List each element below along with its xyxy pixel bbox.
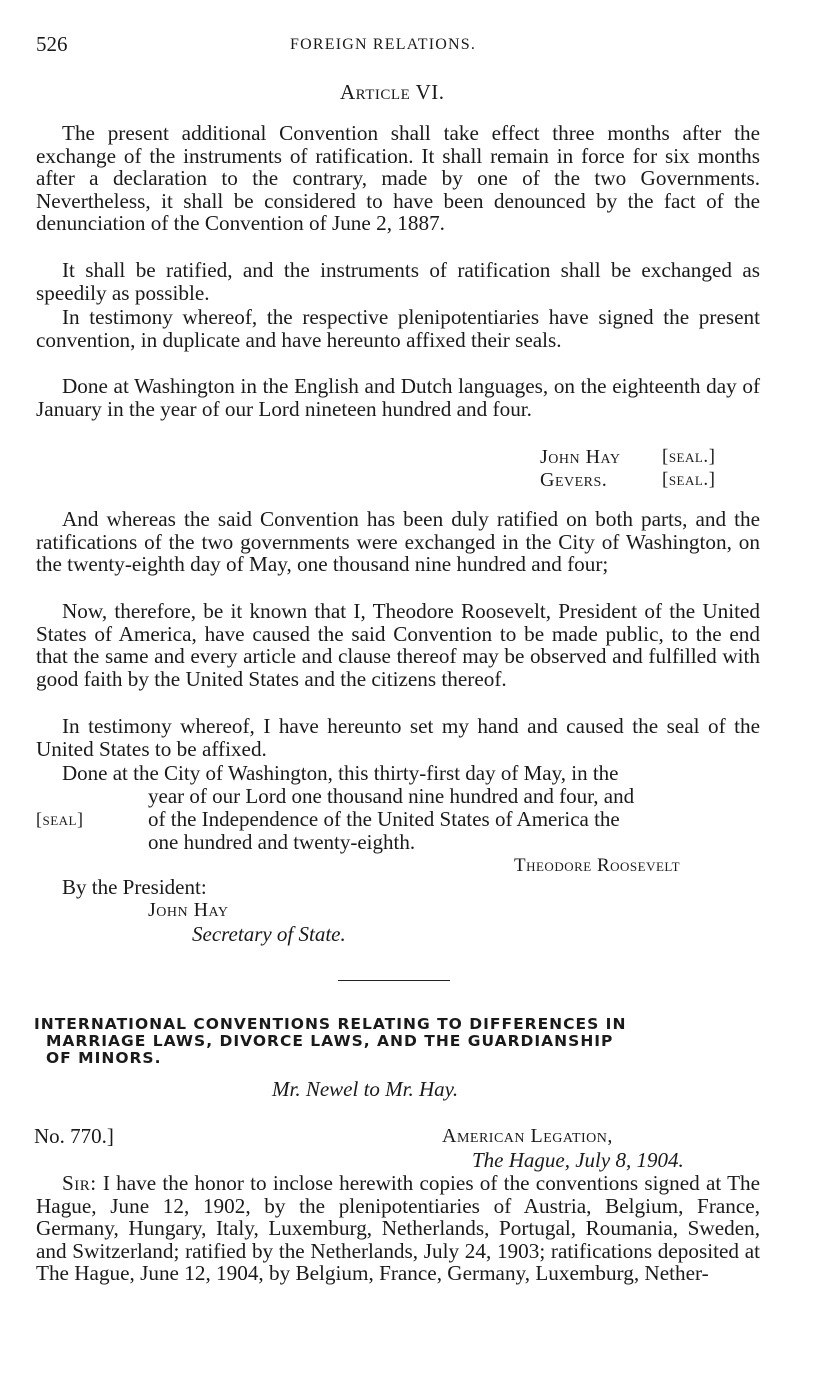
article-heading: Article VI.: [340, 80, 445, 104]
article-paragraph-4: Done at Washington in the English and Dutch languages, on the eighteenth day of January in the year of our Lord nineteen hundred and four.: [36, 374, 760, 421]
done-at-line-4: one hundred and twenty-eighth.: [148, 830, 416, 854]
section-heading-line-3: OF MINORS.: [46, 1049, 162, 1067]
letter-origin: American Legation,: [442, 1125, 613, 1147]
signature-seal: [seal.]: [662, 446, 716, 467]
article-paragraph-2: It shall be ratified, and the instruments of ratification shall be exchanged as speedily as possible.: [36, 258, 760, 305]
proclamation-paragraph-3: In testimony whereof, I have hereunto set my hand and caused the seal of the United States to be affixed.: [36, 714, 760, 761]
done-at-line-3: of the Independence of the United States of America the: [148, 807, 620, 831]
by-the-president: By the President:: [62, 875, 207, 899]
done-at-line-1: Done at the City of Washington, this thirty-first day of May, in the: [62, 761, 619, 785]
attestation-title: Secretary of State.: [192, 922, 346, 946]
signature-seal: [seal.]: [662, 469, 716, 490]
section-heading-line-2: MARRIAGE LAWS, DIVORCE LAWS, AND THE GUARDIANSHIP: [46, 1032, 614, 1050]
done-at-line-2: year of our Lord one thousand nine hundred and four, and: [148, 784, 635, 808]
proclamation-paragraph-2: Now, therefore, be it known that I, Theodore Roosevelt, President of the United States of America, have caused the said Convention to be made public, to the end that the same and every article and clause thereof may be observed and fulfilled with good faith by the United States and the citizens thereof.: [36, 599, 760, 691]
letter-body: [36, 1172, 760, 1322]
article-paragraph-1: The present additional Convention shall take effect three months after the exchange of the instruments of ratification. It shall remain in force for six months after a declaration to the contrary, made by one of the two Governments. Nevertheless, it shall be considered to have been denounced by the fact of the denunciation of the Convention of June 2, 1887.: [36, 121, 760, 236]
signature-name: John Hay: [540, 446, 621, 468]
seal-mark: [seal]: [36, 809, 84, 829]
correspondence-line: Mr. Newel to Mr. Hay.: [272, 1077, 459, 1101]
attestation-name: John Hay: [148, 899, 229, 921]
letter-number: No. 770.]: [34, 1124, 114, 1148]
letter-body-text: I have the honor to inclose herewith copies of the conventions signed at The Hague, June 12, 1902, by the plenipotentiaries of Austria, Belgium, France, Germany, Hungary, Italy, Luxemburg, Netherlands, Portugal, Roumania, Sweden, and Switzerland; ratified by the Netherlands, July 24, 1903; ratifications deposited at The Hague, June 12, 1904, by Belgium, France, Germany, Luxemburg, Nether-: [36, 1171, 761, 1286]
section-heading-line-1: INTERNATIONAL CONVENTIONS RELATING TO DIFFERENCES IN: [34, 1015, 627, 1033]
proclamation-paragraph-1: And whereas the said Convention has been duly ratified on both parts, and the ratifications of the two governments were exchanged in the City of Washington, on the twenty-eighth day of May, one thousand nine hundred and four;: [36, 507, 760, 577]
signer-name: Theodore Roosevelt: [514, 855, 681, 876]
section-divider: [338, 980, 450, 981]
page-number: 526: [36, 32, 68, 56]
article-paragraph-3: In testimony whereof, the respective plenipotentiaries have signed the present convention, in duplicate and have hereunto affixed their seals.: [36, 305, 760, 352]
signature-name: Gevers.: [540, 469, 608, 491]
letter-salutation: Sir:: [62, 1171, 97, 1195]
letter-place-date: The Hague, July 8, 1904.: [472, 1148, 684, 1172]
running-title: FOREIGN RELATIONS.: [290, 36, 477, 53]
